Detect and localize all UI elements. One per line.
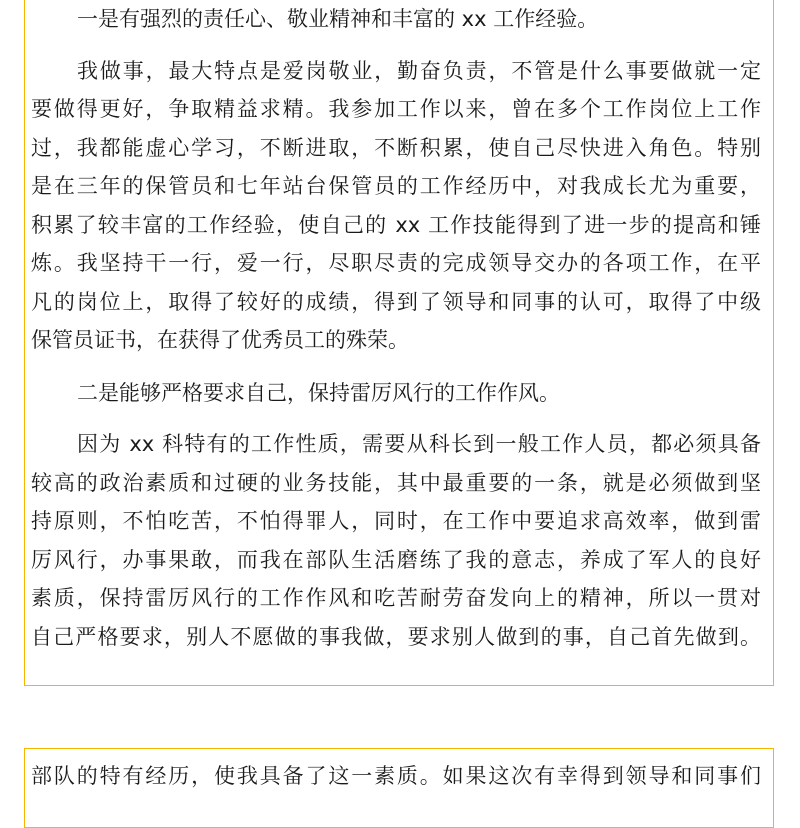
heading-one: 一是有强烈的责任心、敬业精神和丰富的 xx 工作经验。 [77, 7, 599, 31]
text-line: 炼。我坚持干一行，爱一行，尽职尽责的完成领导交办的各项工作，在平 [31, 251, 761, 275]
text-line: 自己严格要求，别人不愿做的事我做，要求别人做到的事，自己首先做到。 [31, 625, 761, 649]
text-line: 较高的政治素质和过硬的业务技能，其中最重要的一条，就是必须做到坚 [31, 471, 761, 495]
text-line: 厉风行，办事果敢，而我在部队生活磨练了我的意志，养成了军人的良好 [31, 548, 761, 572]
heading-two: 二是能够严格要求自己，保持雷厉风行的工作作风。 [77, 381, 560, 405]
text-line: 凡的岗位上，取得了较好的成绩，得到了领导和同事的认可，取得了中级 [31, 290, 761, 314]
text-line: 积累了较丰富的工作经验，使自己的 xx 工作技能得到了进一步的提高和锤 [31, 213, 761, 237]
text-line: 过，我都能虚心学习，不断进取，不断积累，使自己尽快进入角色。特别 [31, 136, 761, 160]
text-line: 是在三年的保管员和七年站台保管员的工作经历中，对我成长尤为重要， [31, 174, 761, 198]
text-line: 部队的特有经历，使我具备了这一素质。如果这次有幸得到领导和同事们 [31, 764, 761, 788]
text-line: 因为 xx 科特有的工作性质，需要从科长到一般工作人员，都必须具备 [77, 432, 761, 456]
text-line: 我做事，最大特点是爱岗敬业，勤奋负责，不管是什么事要做就一定 [77, 59, 761, 83]
text-line: 要做得更好，争取精益求精。我参加工作以来，曾在多个工作岗位上工作 [31, 97, 761, 121]
text-line: 素质，保持雷厉风行的工作作风和吃苦耐劳奋发向上的精神，所以一贯对 [31, 586, 761, 610]
text-line: 保管员证书，在获得了优秀员工的殊荣。 [31, 328, 409, 352]
text-line: 持原则，不怕吃苦，不怕得罪人，同时，在工作中要追求高效率，做到雷 [31, 509, 761, 533]
